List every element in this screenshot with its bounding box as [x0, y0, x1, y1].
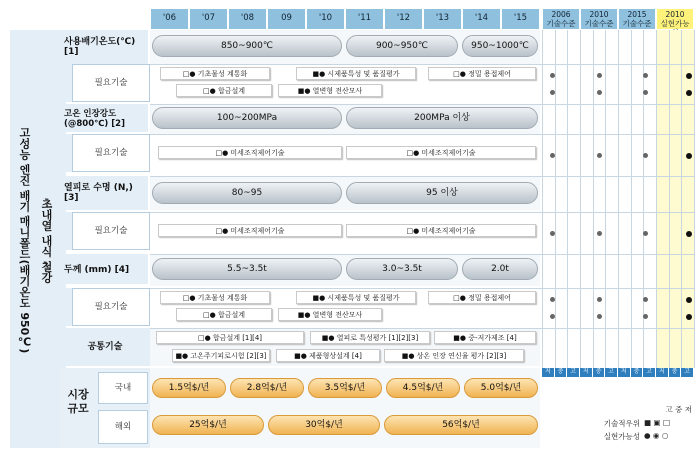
- fatigue-box-1: □● 미세조직제어기술: [158, 224, 342, 237]
- grid-line: [618, 30, 619, 368]
- assessment-header: [618, 8, 656, 30]
- market-domestic-2: 2.8억$/년: [230, 378, 304, 398]
- temp-box-2: ■● 시제품특성 및 품질평가: [296, 67, 416, 80]
- assessment-dot: [550, 231, 555, 236]
- strength-title: 고온 인장강도 (@800℃) [2]: [60, 104, 148, 132]
- common-box-5: ■● 제품형상설계 [4]: [276, 349, 380, 362]
- market-overseas-2: 30억$/년: [268, 415, 380, 435]
- assessment-dot: [643, 90, 648, 95]
- level-cell: 고: [567, 368, 579, 377]
- row-divider: [150, 134, 694, 135]
- common-box-1: □● 합금설계 [1][4]: [156, 331, 304, 344]
- market-domestic-label: 국내: [98, 372, 148, 404]
- row-divider: [150, 104, 694, 105]
- temp-title: 사용배기온도(℃) [1]: [60, 30, 148, 64]
- market-overseas-label: 해외: [98, 410, 148, 444]
- assessment-header: [580, 8, 618, 30]
- thickness-box-4: □● 합금설계: [176, 308, 272, 321]
- level-cell: 저: [542, 368, 554, 377]
- assessment-dot: [550, 314, 555, 319]
- temp-pill-1: 850~900℃: [152, 35, 342, 57]
- level-cell: 저: [580, 368, 592, 377]
- legend-tech-symbols: ■ ▣ □: [644, 418, 671, 427]
- thickness-title: 두께 (mm) [4]: [60, 254, 148, 284]
- level-cell: 중: [631, 368, 643, 377]
- thickness-required-label: 필요기술: [72, 288, 150, 326]
- assessment-header-year: 2010: [589, 10, 609, 19]
- temp-pill-2: 900~950℃: [346, 35, 458, 57]
- level-cell: 고: [605, 368, 617, 377]
- grid-line: [681, 30, 682, 368]
- assessment-dot: [550, 73, 555, 78]
- grid-line: [593, 30, 594, 368]
- strength-box-2: □● 미세조직제어기술: [346, 146, 536, 159]
- fatigue-required-label: 필요기술: [72, 212, 150, 250]
- common-box-6: ■● 상온 인장 연신율 평가 [2][3]: [384, 349, 524, 362]
- assessment-dot: [643, 297, 648, 302]
- assessment-dot: [550, 90, 555, 95]
- strength-required-label: 필요기술: [72, 134, 150, 172]
- year-header: '12: [384, 8, 423, 30]
- row-divider: [150, 254, 694, 255]
- assessment-dot: [597, 297, 602, 302]
- year-header: '07: [189, 8, 228, 30]
- assessment-dot: [597, 153, 602, 158]
- grid-line: [567, 30, 568, 368]
- legend-tech-label: 기술적우위: [603, 419, 640, 428]
- assessment-header-label: 기술수준: [622, 19, 652, 28]
- market-title: 시장 규모: [67, 388, 89, 415]
- material-title: 초내열 내식 철강: [40, 197, 53, 283]
- level-cell: 중: [593, 368, 605, 377]
- level-cell: 저: [618, 368, 630, 377]
- market-overseas-1: 25억$/년: [152, 415, 264, 435]
- assessment-header-label: 기술수준: [584, 19, 614, 28]
- grid-line: [580, 30, 581, 368]
- temp-box-5: ■● 열변형 전산모사: [278, 84, 382, 97]
- market-domestic-3: 3.5억$/년: [308, 378, 382, 398]
- strength-pill-1: 100~200MPa: [152, 107, 342, 129]
- product-title: 고성능 엔진 배기 매니폴드(배기온도 950℃): [18, 126, 31, 354]
- market-domestic-1: 1.5억$/년: [152, 378, 226, 398]
- assessment-dot: [597, 314, 602, 319]
- assessment-dot: [686, 73, 692, 79]
- legend-header: 고 중 저: [665, 405, 692, 414]
- temp-box-4: □● 합금설계: [176, 84, 272, 97]
- thickness-pill-3: 2.0t: [462, 258, 538, 280]
- level-cell: 저: [656, 368, 668, 377]
- legend-feas-label: 실현가능성: [603, 432, 640, 441]
- year-header: '08: [228, 8, 267, 30]
- market-domestic-4: 4.5억$/년: [386, 378, 460, 398]
- level-cell: 중: [669, 368, 681, 377]
- year-header: '14: [462, 8, 501, 30]
- thickness-box-5: ■● 열변형 전산모사: [278, 308, 382, 321]
- temp-required-label: 필요기술: [72, 64, 150, 102]
- row-divider: [150, 64, 694, 65]
- grid-line: [542, 30, 543, 368]
- assessment-header-year: 2015: [627, 10, 647, 19]
- strength-box-1: □● 미세조직제어기술: [158, 146, 342, 159]
- market-overseas-3: 56억$/년: [384, 415, 538, 435]
- year-header: '13: [423, 8, 462, 30]
- thickness-pill-2: 3.0~3.5t: [346, 258, 458, 280]
- market-domestic-5: 5.0억$/년: [464, 378, 538, 398]
- row-divider: [150, 212, 694, 213]
- assessment-dot: [686, 297, 692, 303]
- row-divider: [150, 328, 694, 329]
- assessment-header-year: 2006: [551, 10, 571, 19]
- fatigue-pill-2: 95 이상: [346, 182, 538, 204]
- temp-pill-3: 950~1000℃: [462, 35, 538, 57]
- temp-box-1: □● 기초물성 계통화: [160, 67, 270, 80]
- assessment-dot: [550, 153, 555, 158]
- assessment-dot: [643, 231, 648, 236]
- assessment-dot: [597, 73, 602, 78]
- grid-line: [694, 30, 695, 368]
- level-cell: 고: [681, 368, 693, 377]
- common-box-2: ■● 열피로 특성평가 [1][2][3]: [310, 331, 430, 344]
- assessment-header-label: 실현가능: [660, 19, 690, 28]
- year-header: '10: [306, 8, 345, 30]
- thickness-box-2: ■● 시제품특성 및 품질평가: [296, 291, 416, 304]
- strength-pill-2: 200MPa 이상: [346, 107, 538, 129]
- assessment-dot: [686, 153, 692, 159]
- year-header: '11: [345, 8, 384, 30]
- assessment-dot: [686, 314, 692, 320]
- temp-box-3: □● 정밀 용접제어: [428, 67, 536, 80]
- fatigue-title: 열피로 수명 (N,) [3]: [60, 176, 148, 210]
- common-box-3: ■● 중-저가제조 [4]: [434, 331, 536, 344]
- grid-line: [656, 30, 657, 368]
- year-header: 09: [267, 8, 306, 30]
- thickness-box-1: □● 기초물성 계통화: [160, 291, 270, 304]
- row-divider: [150, 176, 694, 177]
- grid-line: [605, 30, 606, 368]
- common-title: 공통기술: [60, 328, 150, 366]
- assessment-dot: [597, 231, 602, 236]
- grid-line: [669, 30, 670, 368]
- assessment-dot: [643, 73, 648, 78]
- grid-line: [631, 30, 632, 368]
- assessment-dot: [550, 297, 555, 302]
- legend-feas-symbols: ● ◉ ○: [644, 431, 669, 440]
- thickness-pill-1: 5.5~3.5t: [152, 258, 342, 280]
- assessment-header: [656, 8, 694, 30]
- year-header: '15: [501, 8, 540, 30]
- assessment-header-year: 2010: [665, 10, 685, 19]
- thickness-box-3: □● 정밀 용접제어: [428, 291, 536, 304]
- assessment-dot: [686, 90, 692, 96]
- assessment-dot: [686, 231, 692, 237]
- common-box-4: ■● 고온주기피로시험 [2][3]: [172, 349, 270, 362]
- assessment-dot: [643, 314, 648, 319]
- assessment-header: [542, 8, 580, 30]
- assessment-dot: [643, 153, 648, 158]
- level-cell: 중: [555, 368, 567, 377]
- assessment-dot: [597, 90, 602, 95]
- row-divider: [150, 288, 694, 289]
- fatigue-box-2: □● 미세조직제어기술: [346, 224, 536, 237]
- level-cell: 고: [643, 368, 655, 377]
- year-header: '06: [150, 8, 189, 30]
- fatigue-pill-1: 80~95: [152, 182, 342, 204]
- assessment-header-label: 기술수준: [546, 19, 576, 28]
